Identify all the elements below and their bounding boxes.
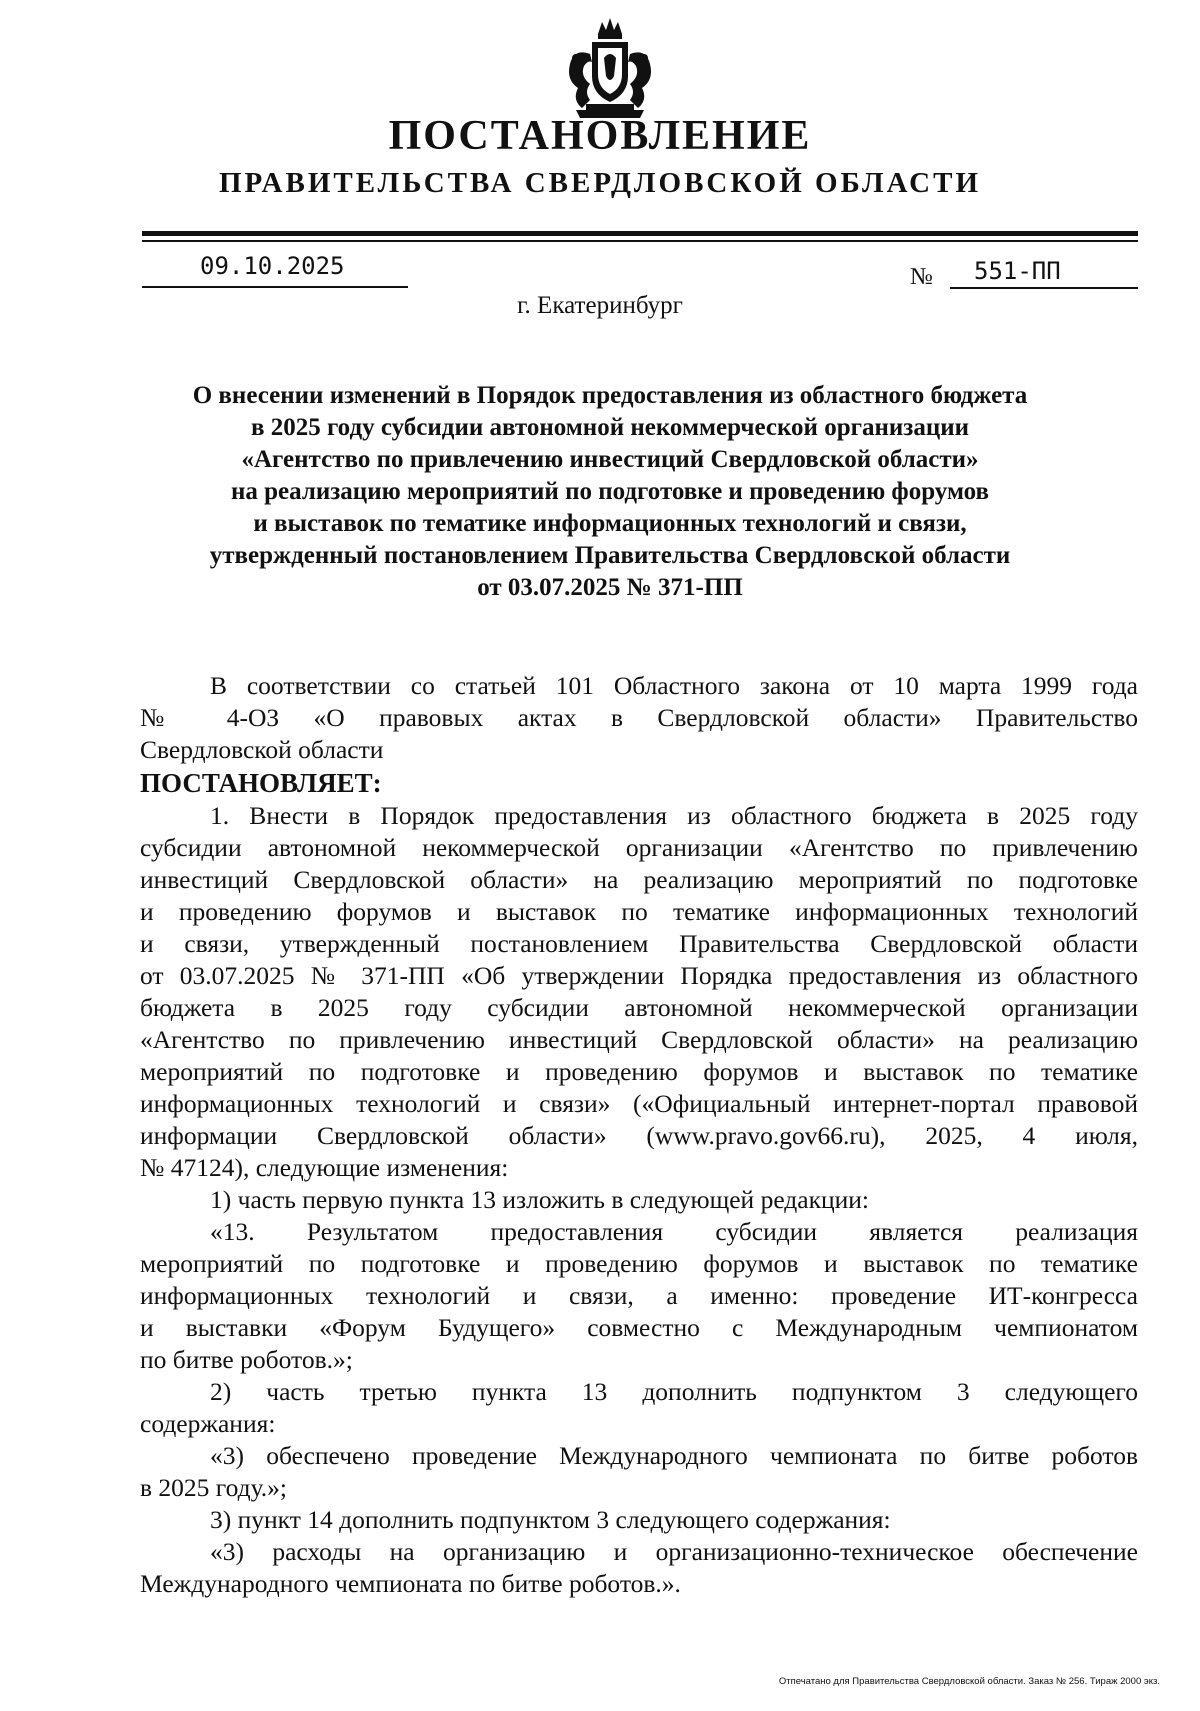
title-line: утвержденный постановлением Правительства Свердловской области	[209, 542, 1011, 569]
body-line: «13. Результатом предоставления субсидии является реализация	[210, 1217, 1138, 1246]
date-field	[142, 249, 408, 288]
body-line: 2) часть третью пункта 13 дополнить подпунктом 3 следующего	[210, 1377, 1138, 1406]
body-line: информационных технологий и связи, а именно: проведение ИТ-конгресса	[140, 1281, 1138, 1310]
document-title	[150, 380, 1070, 604]
title-line: на реализацию мероприятий по подготовке и проведению форумов	[230, 478, 990, 505]
body-line: и связи, утвержденный постановлением Правительства Свердловской области	[140, 929, 1138, 958]
coat-of-arms-emblem	[562, 14, 658, 120]
body-line: содержания:	[140, 1409, 276, 1438]
body-line: 1) часть первую пункта 13 изложить в следующей редакции:	[210, 1185, 870, 1214]
body-line: и выставки «Форум Будущего» совместно с Международным чемпионатом	[140, 1313, 1138, 1342]
document-type-heading: ПОСТАНОВЛЕНИЕ	[388, 113, 812, 159]
body-line: информационных технологий и связи» («Официальный интернет-портал правовой	[140, 1089, 1138, 1118]
title-line: в 2025 году субсидии автономной некоммерческой организации	[250, 414, 970, 441]
body-line: мероприятий по подготовке и проведению форумов и выставок по тематике	[140, 1249, 1138, 1278]
title-line: О внесении изменений в Порядок предоставления из областного бюджета	[192, 382, 1028, 409]
body-line: В соответствии со статьей 101 Областного закона от 10 марта 1999 года	[210, 671, 1138, 700]
body-line: от 03.07.2025 № 371-ПП «Об утверждении Порядка предоставления из областного	[140, 961, 1138, 990]
resolves-keyword: ПОСТАНОВЛЯЕТ:	[140, 768, 382, 798]
body-line: № 47124), следующие изменения:	[140, 1153, 509, 1182]
body-line: Свердловской области	[140, 735, 384, 764]
body-line: субсидии автономной некоммерческой организации «Агентство по привлечению	[140, 833, 1138, 862]
title-line: «Агентство по привлечению инвестиций Свердловской области»	[241, 446, 979, 473]
body-line: бюджета в 2025 году субсидии автономной некоммерческой организации	[140, 993, 1138, 1022]
title-line: и выставок по тематике информационных технологий и связи,	[253, 510, 967, 537]
body-line: мероприятий по подготовке и проведению форумов и выставок по тематике	[140, 1057, 1138, 1086]
body-line: в 2025 году.»;	[140, 1473, 288, 1502]
header-rule-thin	[142, 240, 1138, 242]
body-line: инвестиций Свердловской области» на реализацию мероприятий по подготовке	[140, 865, 1138, 894]
body-line: «3) расходы на организацию и организационно-техническое обеспечение	[210, 1537, 1138, 1566]
issuing-authority-heading: ПРАВИТЕЛЬСТВА СВЕРДЛОВСКОЙ ОБЛАСТИ	[218, 167, 982, 199]
body-line: «Агентство по привлечению инвестиций Свердловской области» на реализацию	[140, 1025, 1138, 1054]
print-imprint: Отпечатано для Правительства Свердловской области. Заказ № 256. Тираж 2000 экз.	[778, 1676, 1160, 1687]
body-line: Международного чемпионата по битве роботов.».	[140, 1569, 681, 1598]
body-line: 3) пункт 14 дополнить подпунктом 3 следующего содержания:	[210, 1505, 891, 1534]
body-line: информации Свердловской области» (www.pravo.gov66.ru), 2025, 4 июля,	[140, 1121, 1138, 1150]
body-line: № 4-ОЗ «О правовых актах в Свердловской области» Правительство	[140, 703, 1138, 732]
body-line: «3) обеспечено проведение Международного чемпионата по битве роботов	[210, 1441, 1138, 1470]
document-body	[140, 670, 1138, 1600]
body-line: по битве роботов.»;	[140, 1345, 353, 1374]
title-line: от 03.07.2025 № 371-ПП	[477, 574, 743, 601]
header-rule-thick	[142, 231, 1138, 236]
document-number: 551-ПП	[974, 257, 1061, 285]
document-date: 09.10.2025	[200, 252, 345, 280]
number-sign: №	[910, 264, 933, 290]
number-field	[950, 256, 1138, 289]
issue-city: г. Екатеринбург	[517, 292, 683, 319]
body-line: и проведению форумов и выставок по тематике информационных технологий	[140, 897, 1138, 926]
body-line: 1. Внести в Порядок предоставления из областного бюджета в 2025 году	[210, 801, 1138, 830]
